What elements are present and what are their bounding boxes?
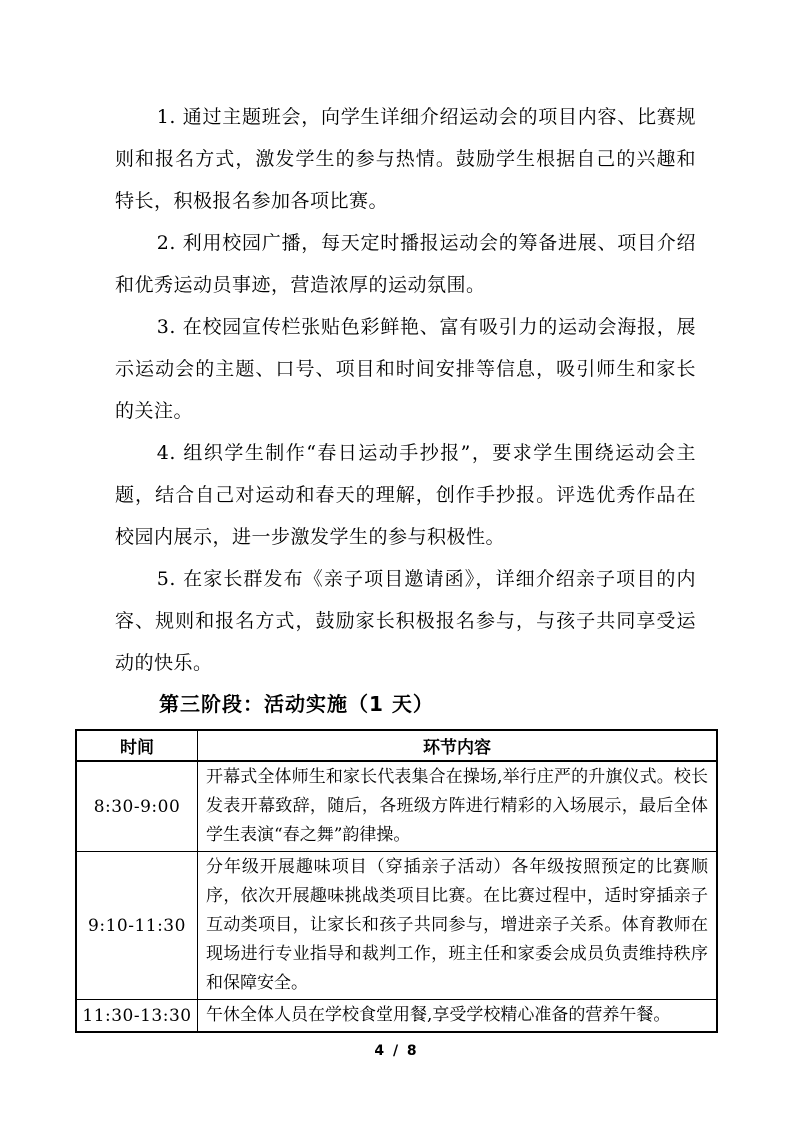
time-cell: 11:30-13:30 [76, 1000, 198, 1033]
page-number: 4 / 8 [374, 1043, 419, 1059]
time-cell: 9:10-11:30 [76, 852, 198, 1000]
content-cell: 午休全体人员在学校食堂用餐,享受学校精心准备的营养午餐。 [198, 1000, 718, 1033]
paragraph-2: 2. 利用校园广播，每天定时播报运动会的筹备进展、项目介绍和优秀运动员事迹，营造浓厚的运动氛围。 [115, 232, 696, 296]
paragraph-3: 3. 在校园宣传栏张贴色彩鲜艳、富有吸引力的运动会海报，展示运动会的主题、口号、项目和时间安排等信息，吸引师生和家长的关注。 [115, 316, 696, 422]
body-text-block [115, 96, 696, 720]
content-cell: 分年级开展趣味项目（穿插亲子活动）各年级按照预定的比赛顺序，依次开展趣味挑战类项目比赛。在比赛过程中，适时穿插亲子互动类项目，让家长和孩子共同参与，增进亲子关系。体育教师在现场进行专业指导和裁判工作，班主任和家委会成员负责维持秩序和保障安全。 [198, 852, 718, 1000]
paragraph-4: 4. 组织学生制作“春日运动手抄报”，要求学生围绕运动会主题，结合自己对运动和春天的理解，创作手抄报。评选优秀作品在校园内展示，进一步激发学生的参与积极性。 [115, 442, 696, 548]
table-header-time: 时间 [76, 730, 198, 761]
schedule-table [75, 729, 718, 1033]
table-row [76, 852, 717, 1000]
content-cell: 开幕式全体师生和家长代表集合在操场,举行庄严的升旗仪式。校长发表开幕致辞，随后，各班级方阵进行精彩的入场展示，最后全体学生表演“春之舞”韵律操。 [198, 761, 718, 852]
time-cell: 8:30-9:00 [76, 761, 198, 852]
table-header-content: 环节内容 [198, 730, 718, 761]
table-row [76, 1000, 717, 1033]
table-row [76, 761, 717, 852]
paragraph-1: 1. 通过主题班会，向学生详细介绍运动会的项目内容、比赛规则和报名方式，激发学生的参与热情。鼓励学生根据自己的兴趣和特长，积极报名参加各项比赛。 [115, 106, 696, 212]
paragraph-5: 5. 在家长群发布《亲子项目邀请函》，详细介绍亲子项目的内容、规则和报名方式，鼓励家长积极报名参与，与孩子共同享受运动的快乐。 [115, 568, 696, 674]
section-heading: 第三阶段：活动实施（1 天） [159, 692, 434, 716]
table-header-row [76, 730, 717, 761]
